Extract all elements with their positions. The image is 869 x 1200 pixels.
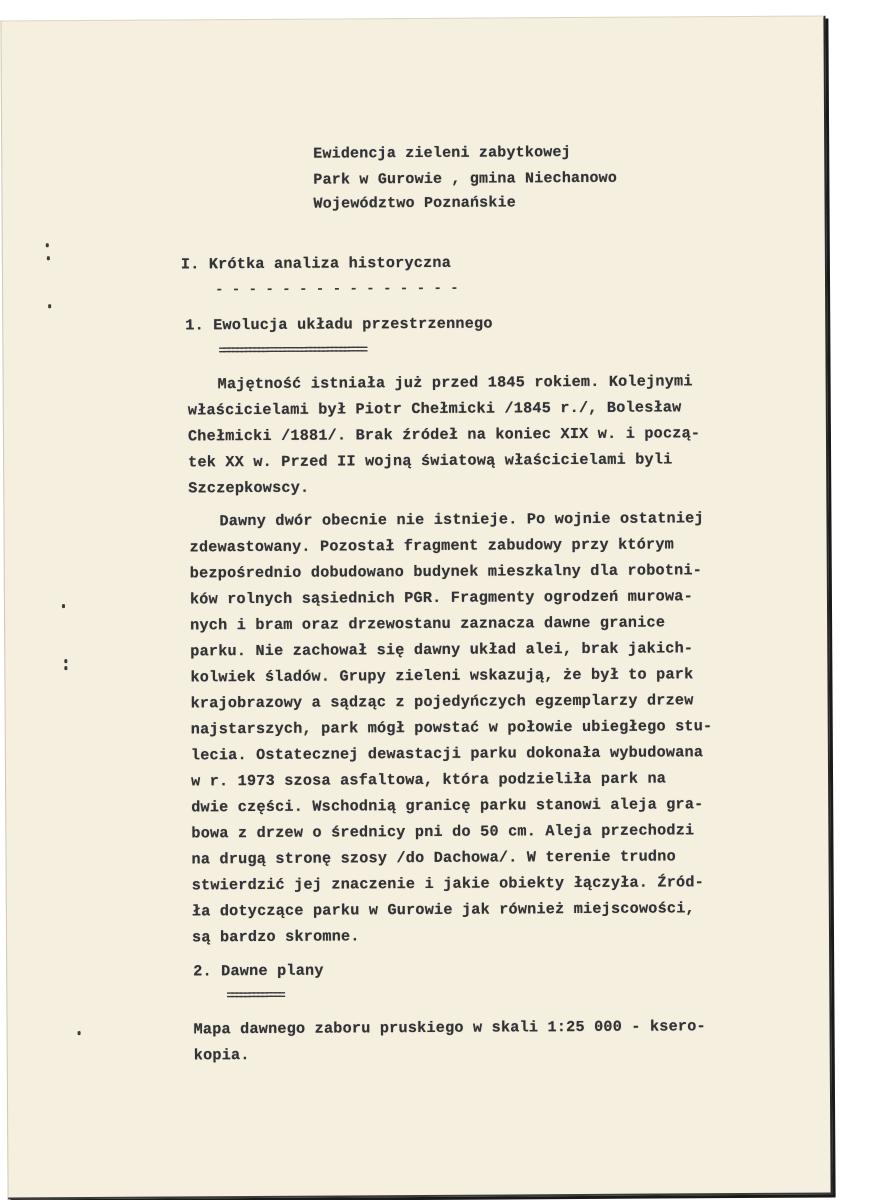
- margin-mark: [48, 304, 51, 308]
- paragraph-2-line: na drugą stronę szosy /do Dachowa/. W terenie trudno: [191, 847, 676, 869]
- paragraph-2-line: nych i bram oraz drzewostanu zaznacza dawne granice: [190, 613, 666, 635]
- paragraph-2-line: ła dotyczące parku w Gurowie jak również miejscowości,: [191, 899, 695, 921]
- paragraph-2-line: Dawny dwór obecnie nie istnieje. Po wojnie ostatniej: [219, 509, 704, 531]
- paragraph-2-line: w r. 1973 szosa asfaltowa, która podzieliła park na: [191, 769, 667, 791]
- paragraph-2-line: krajobrazowy a sądząc z pojedyńczych egzemplarzy drzew: [190, 691, 694, 713]
- paragraph-2-line: ków rolnych sąsiednich PGR. Fragmenty ogrodzeń murowa-: [189, 587, 693, 609]
- subsection-heading-1: 1. Ewolucja układu przestrzennego: [185, 314, 493, 335]
- margin-mark: [64, 666, 67, 670]
- header-line-1: Ewidencja zieleni zabytkowej: [313, 144, 571, 163]
- paragraph-1-line: Szczepkowscy.: [188, 478, 310, 498]
- margin-mark: [64, 659, 67, 663]
- subsection-heading-1-underline: ==================================: [218, 342, 365, 359]
- paragraph-2-line: są bardzo skromne.: [191, 927, 360, 947]
- section-heading: I. Krótka analiza historyczna: [180, 253, 452, 274]
- subsection-heading-2: 2. Dawne plany: [193, 961, 324, 981]
- paragraph-2-line: dwie części. Wschodnią granicę parku stanowi aleja gra-: [191, 795, 704, 817]
- paragraph-2-line: najstarszych, park mógł powstać w połowie ubiegłego stu-: [190, 717, 713, 739]
- paragraph-1-line: właścicielami był Piotr Chełmicki /1845 r./, Bolesław: [187, 398, 682, 420]
- header-line-2: Park w Gurowie , gmina Niechanowo: [313, 169, 618, 189]
- paragraph-2-line: bowa z drzew o średnicy pni do 50 cm. Aleja przechodzi: [191, 821, 695, 843]
- paragraph-1-line: Majętność istniała już przed 1845 rokiem. Kolejnymi: [217, 372, 693, 394]
- document-page: [0, 15, 832, 1199]
- paragraph-3-line: kopia.: [193, 1046, 250, 1065]
- subsection-heading-2-underline: =============: [226, 987, 283, 1004]
- paragraph-2-line: bezpośrednio dobudowano budynek mieszkalny dla robotni-: [189, 561, 703, 583]
- margin-mark: [78, 1031, 81, 1035]
- paragraph-1-line: tek XX w. Przed II wojną światową właścicielami byli: [188, 450, 673, 472]
- paragraph-2-line: parku. Nie zachował się dawny układ alei, brak jakich-: [190, 639, 694, 661]
- paragraph-2-line: lecia. Ostatecznej dewastacji parku dokonała wybudowana: [190, 743, 704, 765]
- paragraph-2-line: kolwiek śladów. Grupy zieleni wskazują, że był to park: [190, 665, 694, 687]
- header-line-3: Województwo Poznańskie: [313, 194, 517, 213]
- paragraph-1-line: Chełmicki /1881/. Brak źródeł na koniec XIX w. i począ-: [187, 424, 701, 446]
- paragraph-2-line: stwierdzić jej znaczenie i jakie obiekty łączyła. Źród-: [191, 873, 705, 895]
- margin-mark: [46, 243, 49, 247]
- margin-mark: [62, 604, 65, 608]
- section-heading-underline: - - - - - - - - - - - - - - -: [215, 280, 459, 299]
- paragraph-3-line: Mapa dawnego zaboru pruskiego w skali 1:25 000 - ksero-: [193, 1017, 706, 1039]
- paragraph-2-line: zdewastowany. Pozostał fragment zabudowy przy którym: [189, 535, 675, 557]
- margin-mark: [47, 256, 50, 260]
